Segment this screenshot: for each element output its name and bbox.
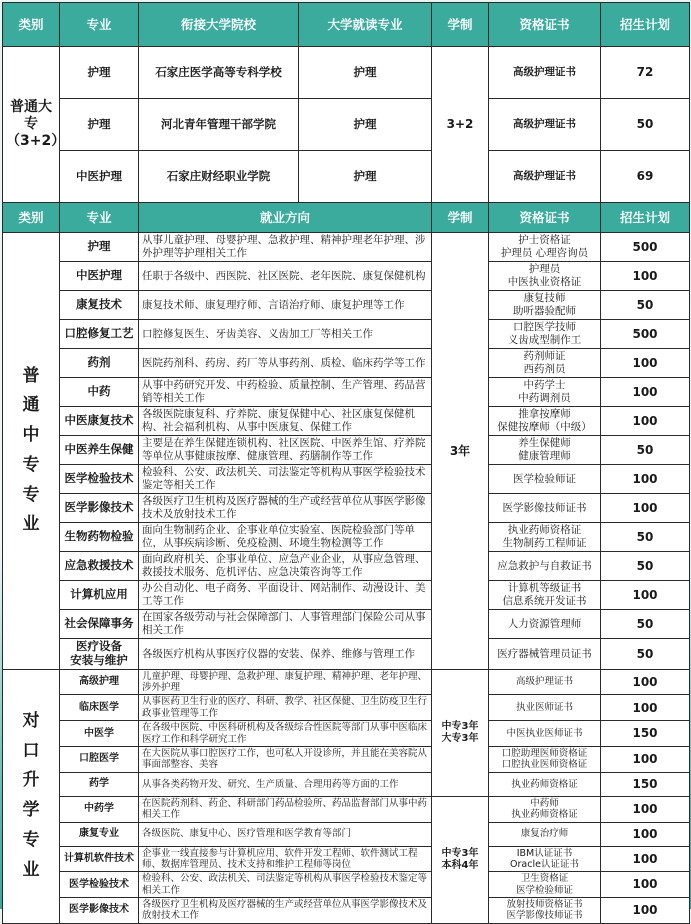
cert-cell: 中药学士 中药调剂员 — [489, 378, 601, 407]
direction-cell: 主要是在养生保健连锁机构、社区医院、中医养生馆、疗养院等单位从事健康按摩、健康管理、药膳制作等工作 — [139, 436, 432, 465]
header-xuezhi: 学制 — [432, 3, 489, 47]
plan-cell: 150 — [601, 721, 690, 747]
table-row — [3, 695, 690, 721]
cert-cell: 推拿按摩师 保健按摩师（中级） — [489, 407, 601, 436]
xuezhi-cell: 中专3年 本科4年 — [432, 796, 489, 923]
plan-cell: 500 — [601, 233, 690, 262]
direction-cell: 各级医疗卫生机构及医疗器械的生产或经营单位从事医学影像技术及放射技术工作 — [139, 494, 432, 523]
table-row — [3, 796, 690, 822]
cert-cell: 康复治疗师 — [489, 822, 601, 846]
header-cert: 资格证书 — [489, 3, 601, 47]
table-row — [3, 494, 690, 523]
direction-cell: 任职于各级中、西医院、社区医院、老年医院、康复保健机构 — [139, 262, 432, 291]
cert-cell: IBM认证证书 Oracle认证证书 — [489, 846, 601, 872]
direction-cell: 从事医药卫生行业的医疗、科研、教学、社区保健、卫生防疫卫生行政事业管理等工作 — [139, 695, 432, 721]
table-row — [3, 846, 690, 872]
plan-cell: 150 — [601, 772, 690, 796]
major-cell: 药剂 — [60, 349, 139, 378]
cert-cell: 放射技师资格证书 医学影像技师证书 — [489, 898, 601, 924]
header-univ-major: 大学就读专业 — [299, 3, 432, 47]
univ-major-cell: 护理 — [299, 99, 432, 151]
major-cell: 康复专业 — [60, 822, 139, 846]
plan-cell: 100 — [601, 796, 690, 822]
table-row — [3, 465, 690, 494]
major-cell: 药学 — [60, 772, 139, 796]
cert-cell: 医学检验师证 — [489, 465, 601, 494]
major-cell: 社会保障事务 — [60, 610, 139, 639]
cert-cell: 药剂师证 西药剂员 — [489, 349, 601, 378]
cert-cell: 口腔助理医师资格证 口腔执业医师资格证 — [489, 746, 601, 772]
major-cell: 医学影像技术 — [60, 898, 139, 924]
plan-cell: 500 — [601, 320, 690, 349]
univ-major-cell: 护理 — [299, 47, 432, 99]
table-row — [3, 233, 690, 262]
table-row — [3, 639, 690, 670]
major-cell: 口腔医学 — [60, 746, 139, 772]
major-cell: 中药学 — [60, 796, 139, 822]
cert-cell: 高级护理证书 — [489, 151, 601, 203]
direction-cell: 检验科、公安、政法机关、司法鉴定等机构从事医学检验技术鉴定等相关工作 — [139, 465, 432, 494]
cert-cell: 高级护理证书 — [489, 47, 601, 99]
plan-cell: 100 — [601, 822, 690, 846]
cert-cell: 护理员 中医执业资格证 — [489, 262, 601, 291]
table-row — [3, 99, 690, 151]
header-category: 类别 — [3, 203, 60, 233]
header-xuezhi: 学制 — [432, 203, 489, 233]
cert-cell: 执业药师资格证 — [489, 772, 601, 796]
plan-cell: 72 — [601, 47, 690, 99]
major-cell: 应急救援技术 — [60, 552, 139, 581]
table-row — [3, 669, 690, 695]
major-cell: 计算机应用 — [60, 581, 139, 610]
plan-cell: 100 — [601, 494, 690, 523]
table-row — [3, 772, 690, 796]
table-row — [3, 822, 690, 846]
header-row-dazhuan — [3, 3, 690, 47]
table-row — [3, 581, 690, 610]
plan-cell: 100 — [601, 378, 690, 407]
major-cell: 临床医学 — [60, 695, 139, 721]
direction-cell: 检验科、公安、政法机关、司法鉴定等机构从事医学检验技术鉴定等相关工作 — [139, 872, 432, 898]
direction-cell: 各级医疗卫生机构及医疗器械的生产或经营单位从事医学影像技术及放射技术工作 — [139, 898, 432, 924]
direction-cell: 医院药剂科、药房、药厂等从事药剂、质检、临床药学等工作 — [139, 349, 432, 378]
cert-cell: 执业医师证书 — [489, 695, 601, 721]
major-cell: 生物药物检验 — [60, 523, 139, 552]
cert-cell: 卫生资格证 医学检验师证 — [489, 872, 601, 898]
direction-cell: 办公自动化、电子商务、平面设计、网站制作、动漫设计、美工等工作 — [139, 581, 432, 610]
direction-cell: 在各级中医院、中医科研机构及各级综合性医院等部门从事中医临床医疗工作和科学研究工作 — [139, 721, 432, 747]
table-row — [3, 407, 690, 436]
school-cell: 石家庄医学高等专科学校 — [139, 47, 299, 99]
cert-cell: 口腔医学技师 义齿成型制作工 — [489, 320, 601, 349]
plan-cell: 100 — [601, 465, 690, 494]
table-row — [3, 320, 690, 349]
enrollment-table — [2, 2, 690, 924]
cert-cell: 护士资格证 护理员 心理咨询员 — [489, 233, 601, 262]
table-row — [3, 523, 690, 552]
xuezhi-cell: 中专3年 大专3年 — [432, 669, 489, 796]
category-cell: 对 口 升 学 专 业 — [3, 669, 60, 923]
major-cell: 医疗设备 安装与维护 — [60, 639, 139, 670]
header-major: 专业 — [60, 203, 139, 233]
major-cell: 医学影像技术 — [60, 494, 139, 523]
plan-cell: 100 — [601, 262, 690, 291]
table-row — [3, 262, 690, 291]
school-cell: 河北青年管理干部学院 — [139, 99, 299, 151]
direction-cell: 从事中药研究开发、中药检验、质量控制、生产管理、药品营销等相关工作 — [139, 378, 432, 407]
direction-cell: 康复技术师、康复理疗师、言语治疗师、康复护理等工作 — [139, 291, 432, 320]
direction-cell: 从事各类药物开发、研究、生产质量、合理用药等方面的工作 — [139, 772, 432, 796]
plan-cell: 100 — [601, 872, 690, 898]
plan-cell: 50 — [601, 523, 690, 552]
direction-cell: 各级医院、康复中心、医疗管理和医学教育等部门 — [139, 822, 432, 846]
plan-cell: 100 — [601, 349, 690, 378]
univ-major-cell: 护理 — [299, 151, 432, 203]
plan-cell: 100 — [601, 695, 690, 721]
major-cell: 医学检验技术 — [60, 465, 139, 494]
table-row — [3, 291, 690, 320]
plan-cell: 100 — [601, 581, 690, 610]
plan-cell: 50 — [601, 436, 690, 465]
table-row — [3, 151, 690, 203]
cert-cell: 康复技师 助听器验配师 — [489, 291, 601, 320]
direction-cell: 从事儿童护理、母婴护理、急救护理、精神护理老年护理、涉外护理等护理相关工作 — [139, 233, 432, 262]
header-cert: 资格证书 — [489, 203, 601, 233]
cert-cell: 计算机等级证书 信息系统开发证书 — [489, 581, 601, 610]
major-cell: 护理 — [60, 99, 139, 151]
plan-cell: 50 — [601, 610, 690, 639]
cert-cell: 医疗器械管理员证书 — [489, 639, 601, 670]
major-cell: 中医学 — [60, 721, 139, 747]
cert-cell: 应急救护与自救证书 — [489, 552, 601, 581]
table-row — [3, 872, 690, 898]
cert-cell: 养生保健师 健康管理师 — [489, 436, 601, 465]
major-cell: 口腔修复工艺 — [60, 320, 139, 349]
major-cell: 高级护理 — [60, 669, 139, 695]
plan-cell: 100 — [601, 846, 690, 872]
cert-cell: 执业药师资格证 生物制药工程师证 — [489, 523, 601, 552]
table-row — [3, 610, 690, 639]
major-cell: 护理 — [60, 233, 139, 262]
plan-cell: 100 — [601, 669, 690, 695]
table-row — [3, 349, 690, 378]
direction-cell: 企事业一线直接参与计算机应用、软件开发工程师、软件测试工程师、数据库管理员、技术支持和维护工程师等岗位 — [139, 846, 432, 872]
plan-cell: 100 — [601, 407, 690, 436]
major-cell: 医学检验技术 — [60, 872, 139, 898]
plan-cell: 69 — [601, 151, 690, 203]
plan-cell: 50 — [601, 291, 690, 320]
direction-cell: 儿童护理、母婴护理、急救护理、康复护理、精神护理、老年护理、涉外护理 — [139, 669, 432, 695]
direction-cell: 在医院药剂科、药企、科研部门药品检验所、药品监督部门从事中药相关工作 — [139, 796, 432, 822]
cert-cell: 高级护理证书 — [489, 99, 601, 151]
header-plan: 招生计划 — [601, 3, 690, 47]
major-cell: 中医护理 — [60, 151, 139, 203]
direction-cell: 在大医院从事口腔医疗工作，也可私人开设诊所，并且能在美容院从事面部整容、美容 — [139, 746, 432, 772]
major-cell: 计算机软件技术 — [60, 846, 139, 872]
plan-cell: 100 — [601, 898, 690, 924]
direction-cell: 各级医疗机构从事医疗仪器的安装、保养、维修与管理工作 — [139, 639, 432, 670]
plan-cell: 50 — [601, 99, 690, 151]
table-row — [3, 746, 690, 772]
table-row — [3, 436, 690, 465]
header-major: 专业 — [60, 3, 139, 47]
direction-cell: 口腔修复医生、牙齿美容、义齿加工厂等相关工作 — [139, 320, 432, 349]
major-cell: 中医养生保健 — [60, 436, 139, 465]
major-cell: 护理 — [60, 47, 139, 99]
table-row — [3, 47, 690, 99]
cert-cell: 医学影像技师证书 — [489, 494, 601, 523]
major-cell: 中药 — [60, 378, 139, 407]
header-category: 类别 — [3, 3, 60, 47]
xuezhi-cell: 3+2 — [432, 47, 489, 203]
header-direction: 就业方向 — [139, 203, 432, 233]
direction-cell: 各级医院康复科、疗养院、康复保健中心、社区康复保健机构、社会福利机构、从事中医康复、保健工作 — [139, 407, 432, 436]
plan-cell: 100 — [601, 746, 690, 772]
direction-cell: 面向生物制药企业、企事业单位实验室、医院检验部门等单位，从事疾病诊断、免疫检测、环境生物检测等工作 — [139, 523, 432, 552]
xuezhi-cell: 3年 — [432, 233, 489, 670]
cert-cell: 中医执业医师证书 — [489, 721, 601, 747]
table-row — [3, 721, 690, 747]
major-cell: 中医康复技术 — [60, 407, 139, 436]
plan-cell: 50 — [601, 639, 690, 670]
cert-cell: 中药师 执业药师资格证 — [489, 796, 601, 822]
category-cell: 普 通 中 专 专 业 — [3, 233, 60, 670]
header-university: 衔接大学院校 — [139, 3, 299, 47]
plan-cell: 50 — [601, 552, 690, 581]
direction-cell: 面向政府机关、企事业单位、应急产业企业，从事应急管理、救援技术服务、危机评估、应急决策咨询等工作 — [139, 552, 432, 581]
header-plan: 招生计划 — [601, 203, 690, 233]
table-row — [3, 898, 690, 924]
table-row — [3, 552, 690, 581]
major-cell: 康复技术 — [60, 291, 139, 320]
cert-cell: 高级护理证书 — [489, 669, 601, 695]
table-row — [3, 378, 690, 407]
major-cell: 中医护理 — [60, 262, 139, 291]
school-cell: 石家庄财经职业学院 — [139, 151, 299, 203]
cert-cell: 人力资源管理师 — [489, 610, 601, 639]
header-row-zhongzhuan — [3, 203, 690, 233]
category-cell: 普通大专 （3+2） — [3, 47, 60, 203]
direction-cell: 在国家各级劳动与社会保障部门、人事管理部门保险公司从事相关工作 — [139, 610, 432, 639]
